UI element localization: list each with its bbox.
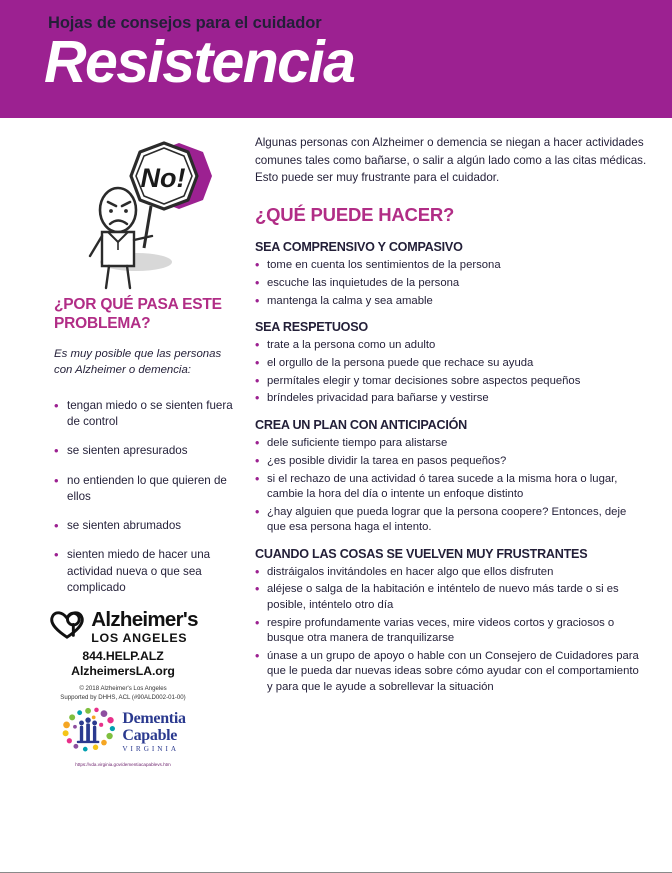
list-item: • aléjese o salga de la habitación e inténtelo de nuevo más tarde o si es posible, inténtelo otro día [255, 582, 647, 613]
list-item: • bríndeles privacidad para bañarse y vestirse [255, 391, 647, 406]
section-sea-respetuoso [255, 320, 647, 407]
header-banner [0, 0, 672, 118]
list-item: • sienten miedo de hacer una actividad nueva o que sea complicado [54, 547, 240, 596]
list-item: • únase a un grupo de apoyo o hable con un Consejero de Cuidadores para que le pueda dar nuevas ideas sobre cómo ayudar con el comportamiento y para que le ayude a sobrellevar la situación [255, 649, 647, 695]
section-cuando-las-cosas [255, 547, 647, 695]
dementia-text: Dementia [122, 709, 186, 727]
left-column-heading: ¿POR QUÉ PASA ESTE PROBLEMA? [54, 296, 222, 332]
page-title: Resistencia [44, 29, 355, 95]
header-kicker: Hojas de consejos para el cuidador [48, 14, 322, 32]
virginia-text: VIRGINIA [122, 744, 180, 753]
list-item: • dele suficiente tiempo para alistarse [255, 436, 647, 451]
list-item: • distráigalos invitándoles en hacer algo que ellos disfruten [255, 565, 647, 580]
list-item: • respire profundamente varias veces, mire videos cortos y graciosos o busque otra manera de tranquilizarse [255, 616, 647, 647]
svg-text:No!: No! [140, 163, 186, 193]
list-item: • tengan miedo o se sienten fuera de control [54, 398, 240, 430]
dementia-capable-virginia-logo-block [0, 706, 246, 767]
dementia-capable-wordmark [122, 711, 185, 753]
list-item: • escuche las inquietudes de la persona [255, 276, 647, 291]
alzheimers-la-logo-block [0, 610, 246, 702]
list-item: • se sienten abrumados [54, 518, 240, 534]
section-title: CUANDO LAS COSAS SE VUELVEN MUY FRUSTRANTES [255, 546, 588, 561]
copyright-text: © 2018 Alzheimer's Los Angeles [79, 685, 167, 692]
section-title: CREA UN PLAN CON ANTICIPACIÓN [255, 417, 467, 432]
list-item: • tome en cuenta los sentimientos de la persona [255, 258, 647, 273]
section-main-heading: ¿QUÉ PUEDE HACER? [255, 203, 455, 225]
alzheimers-contact [0, 649, 246, 679]
list-item: • no entienden lo que quieren de ellos [54, 473, 240, 505]
list-item: • ¿es posible dividir la tarea en pasos pequeños? [255, 454, 647, 469]
list-item: • se sienten apresurados [54, 443, 240, 459]
list-item: • permítales elegir y tomar decisiones sobre aspectos pequeños [255, 374, 647, 389]
section-sea-comprensivo [255, 240, 647, 309]
funding-text: Supported by DHHS, ACL (#90ALD002-01-00) [60, 694, 186, 702]
list-item: • trate a la persona como un adulto [255, 338, 647, 353]
section-bullet-list [255, 338, 647, 407]
left-column-intro: Es muy posible que las personas con Alzheimer o demencia: [54, 348, 222, 377]
section-bullet-list [255, 436, 647, 536]
dementia-capable-url[interactable]: https://vda.virginia.gov/dementiacapablevs.htm [75, 762, 171, 767]
alzheimers-chapter: LOS ANGELES [91, 630, 188, 645]
alzheimers-wordmark [91, 610, 198, 644]
list-item: • el orgullo de la persona puede que rechace su ayuda [255, 356, 647, 371]
intro-paragraph: Algunas personas con Alzheimer o demencia se niegan a hacer actividades comunes tales como bañarse, o salir a algún lado como a las citas médicas. Esto puede ser muy frustrante para el cuidador. [255, 136, 647, 185]
heart-ribbon-icon [48, 610, 86, 644]
brain-dots-icon [60, 706, 118, 758]
list-item: • si el rechazo de una actividad ó tarea sucede a la misma hora o lugar, cambie la hora del día o intente un enfoque distinto [255, 472, 647, 503]
alzheimers-name: Alzheimer's [91, 608, 198, 632]
alzheimers-phone[interactable]: 844.HELP.ALZ [82, 649, 164, 663]
section-bullet-list [255, 565, 647, 695]
left-column-bullet-list [54, 398, 240, 609]
alzheimers-fine-print [0, 684, 246, 702]
stick-figure-no-sign-illustration [78, 132, 243, 297]
alzheimers-website[interactable]: AlzheimersLA.org [71, 664, 175, 678]
list-item: • mantenga la calma y sea amable [255, 294, 647, 309]
section-crea-un-plan [255, 418, 647, 536]
right-column [255, 134, 647, 706]
section-title: SEA COMPRENSIVO Y COMPASIVO [255, 239, 463, 254]
capable-text: Capable [122, 726, 178, 744]
list-item: • ¿hay alguien que pueda lograr que la persona coopere? Entonces, deje que esa persona haga el intento. [255, 505, 647, 536]
section-title: SEA RESPETUOSO [255, 319, 368, 334]
section-bullet-list [255, 258, 647, 309]
left-column [0, 118, 246, 873]
